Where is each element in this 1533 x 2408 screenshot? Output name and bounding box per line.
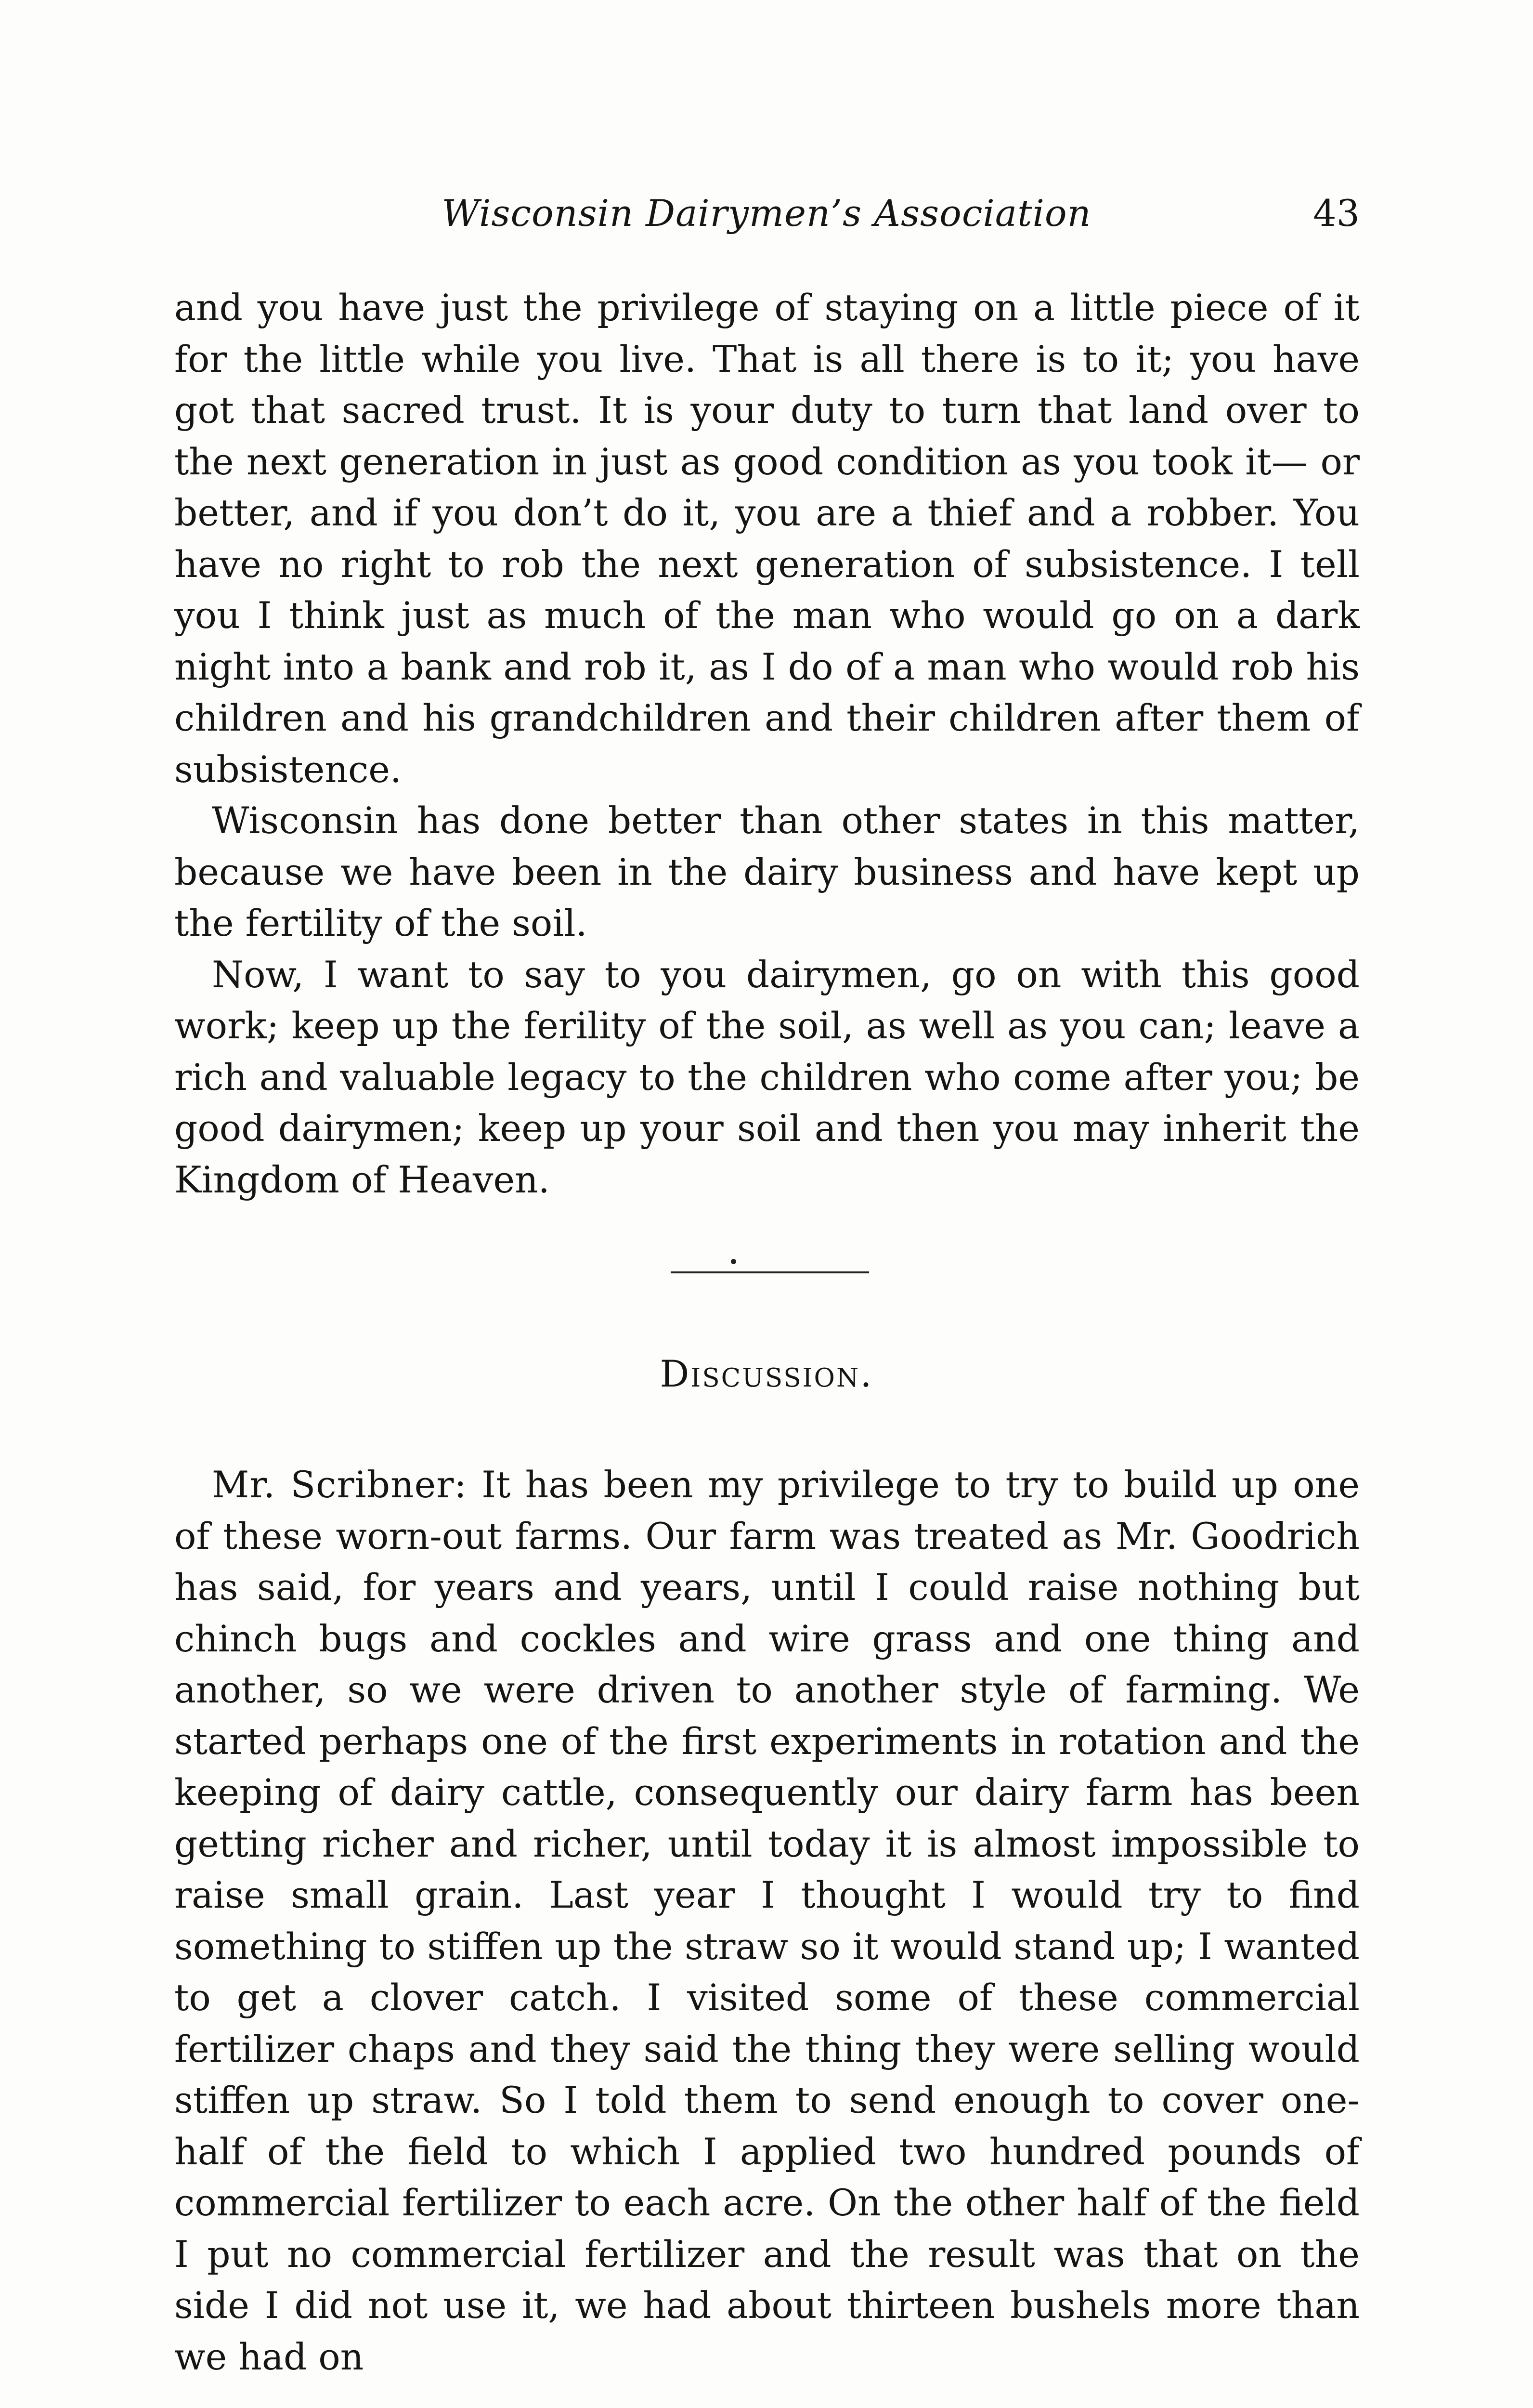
body-text-top (174, 282, 1360, 1205)
paragraph: Now, I want to say to you dairymen, go on with this good work; keep up the ferility of the soil, as well as you can; leave a rich and valuable legacy to the children who come after you; be good dairymen; keep up your soil and then you may inherit the Kingdom of Heaven. (174, 953, 1360, 1201)
running-head (173, 192, 1360, 235)
body-text-discussion (174, 1459, 1360, 2382)
discussion-paragraph (174, 1459, 1360, 2382)
section-divider (671, 1271, 869, 1273)
discussion-text: It has been my privilege to try to build up one of these worn-out farms. Our farm was treated as Mr. Goodrich has said, for years and years, until I could raise nothing but chinch bugs and cockles and wire grass and one thing and another, so we were driven to another style of farming. We started perhaps one of the first experiments in rotation and the keeping of dairy cattle, consequently our dairy farm has been getting richer and richer, until today it is almost impossible to raise small grain. Last year I thought I would try to find something to stiffen up the straw so it would stand up; I wanted to get a clover catch. I visited some of these commercial fertilizer chaps and they said the thing they were selling would stiffen up straw. So I told them to send enough to cover one-half of the field to which I applied two hundred pounds of commercial fertilizer to each acre. On the other half of the field I put no commercial fertilizer and the result was that on the side I did not use it, we had about thirteen bushels more than we had on (174, 1464, 1360, 2378)
running-head-title: Wisconsin Dairymen’s Association (442, 192, 1091, 235)
page-number: 43 (1313, 192, 1360, 235)
paragraph: and you have just the privilege of staying on a little piece of it for the little while you live. That is all there is to it; you have got that sacred trust. It is your duty to turn that land over to the next generation in just as good condition as you took it— or better, and if you don’t do it, you are a thief and a robber. You have no right to rob the next generation of subsistence. I tell you I think just as much of the man who would go on a dark night into a bank and rob it, as I do of a man who would rob his children and his grandchildren and their children after them of subsistence. (174, 287, 1360, 791)
section-heading: Discussion. (660, 1352, 873, 1395)
section-divider-dot (731, 1259, 736, 1264)
paragraph: Wisconsin has done better than other states in this matter, because we have been in the dairy business and have kept up the fertility of the soil. (174, 799, 1360, 944)
speaker-name: Mr. Scribner: (212, 1464, 467, 1506)
